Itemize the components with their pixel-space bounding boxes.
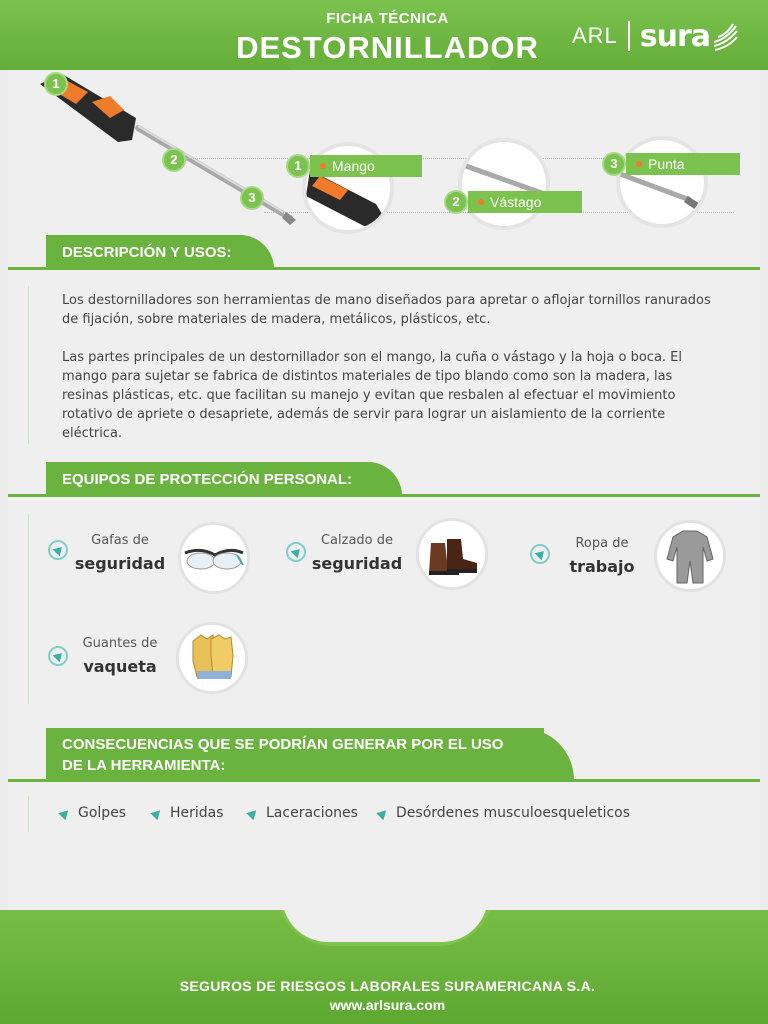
vastago-detail-image xyxy=(458,138,550,230)
arrow-bullet-icon xyxy=(150,806,163,819)
consequence-item: Heridas xyxy=(152,805,224,821)
footer-company: SEGUROS DE RIESGOS LABORALES SURAMERICANA S.A. xyxy=(179,978,596,994)
coverall-icon xyxy=(654,520,726,592)
sura-wave-icon xyxy=(712,20,738,52)
logo-sura-text: sura xyxy=(639,18,711,54)
part-label-mango: Mango xyxy=(310,155,422,177)
page-title: DESTORNILLADOR xyxy=(236,30,539,65)
arrow-bullet-icon xyxy=(48,646,68,666)
part-number-3: 3 xyxy=(602,152,626,176)
header xyxy=(0,0,768,70)
consequence-item: Laceraciones xyxy=(248,805,358,821)
consecuencias-title-line2: DE LA HERRAMIENTA: xyxy=(62,757,226,774)
part-label-vastago: Vástago xyxy=(468,191,582,213)
part-number-2: 2 xyxy=(444,190,468,214)
part-number-1: 1 xyxy=(286,154,310,178)
arrow-bullet-icon xyxy=(286,542,306,562)
leather-gloves-icon xyxy=(176,622,248,694)
arl-sura-logo xyxy=(572,18,738,54)
punta-detail-image xyxy=(616,136,708,228)
consecuencias-title-line1: CONSECUENCIAS QUE SE PODRÍAN GENERAR POR EL USO xyxy=(62,736,504,753)
safety-boots-icon xyxy=(416,518,488,590)
logo-arl-text: ARL xyxy=(572,23,618,48)
footer xyxy=(0,910,768,1024)
screwdriver-diagram xyxy=(8,70,760,240)
consequence-item: Golpes xyxy=(60,805,126,821)
diagram-marker-3: 3 xyxy=(240,186,264,210)
footer-website[interactable]: www.arlsura.com xyxy=(329,997,446,1013)
arrow-bullet-icon xyxy=(530,544,550,564)
safety-glasses-icon xyxy=(178,522,250,594)
arrow-bullet-icon xyxy=(48,540,68,560)
consequence-item: Desórdenes musculoesqueleticos xyxy=(378,805,630,821)
arrow-bullet-icon xyxy=(376,806,389,819)
part-label-punta: Punta xyxy=(626,153,740,175)
section-header-descripcion: DESCRIPCIÓN Y USOS: xyxy=(46,235,244,269)
section-header-epp: EQUIPOS DE PROTECCIÓN PERSONAL: xyxy=(46,462,372,496)
arrow-bullet-icon xyxy=(246,806,259,819)
arrow-bullet-icon xyxy=(58,806,71,819)
description-paragraph-1: Los destornilladores son herramientas de mano diseñados para apretar o aflojar tornillos ranurados de fijación, sobre materiales de madera, metálicos, plásticos, etc. xyxy=(62,293,711,327)
section-header-consecuencias xyxy=(46,728,544,780)
header-subtitle: FICHA TÉCNICA xyxy=(326,10,449,27)
diagram-marker-1: 1 xyxy=(44,72,68,96)
description-paragraph-2: Las partes principales de un destornillador son el mango, la cuña o vástago y la hoja o boca. El mango para sujetar se fabrica de distintos materiales de tipo blando como son la madera, las resinas plásticas, etc. que facilitan su manejo y evitan que resbalen al efectuar el movimiento rotativo de apriete o desapriete, además de servir para lograr un aislamiento de la corriente eléctrica. xyxy=(62,350,682,441)
diagram-marker-2: 2 xyxy=(162,148,186,172)
